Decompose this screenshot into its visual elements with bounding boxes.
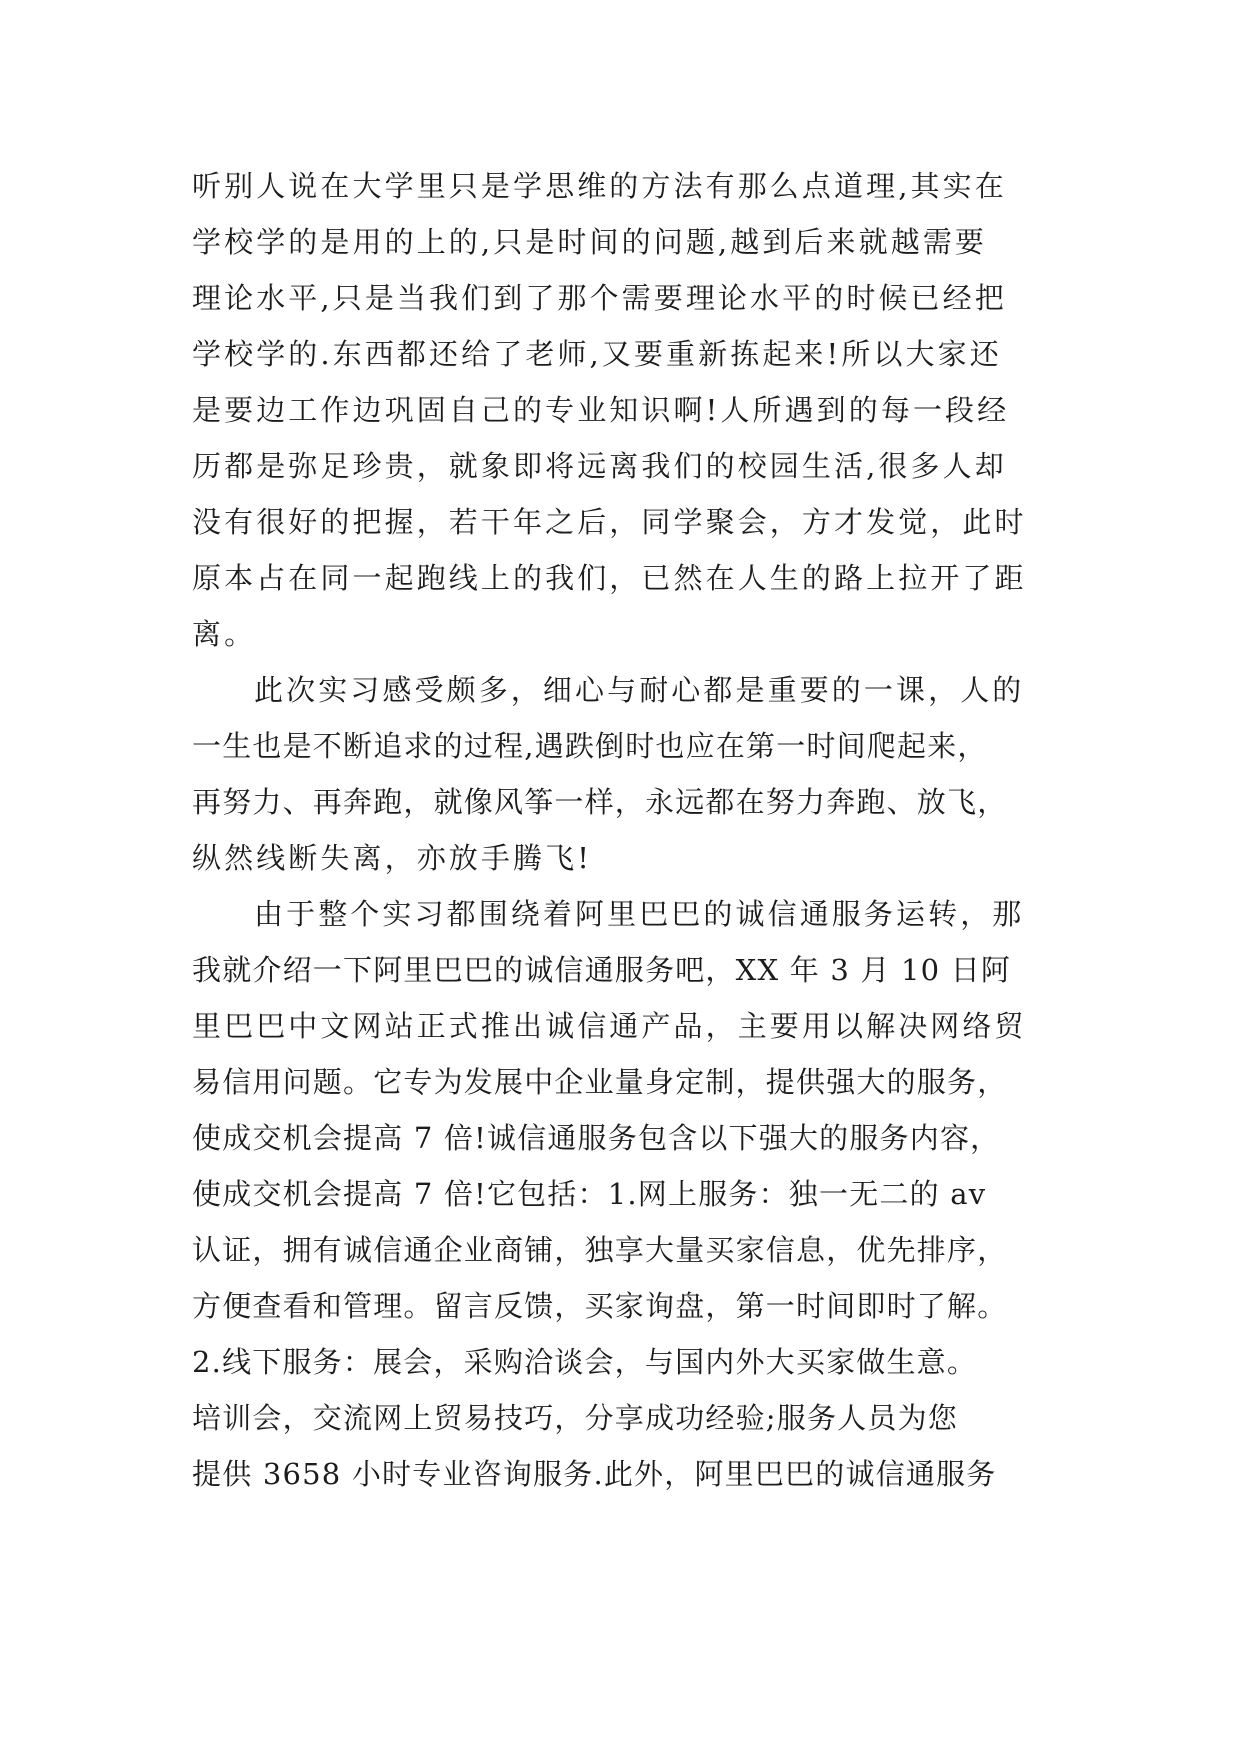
text-line: 学校学的.东西都还给了老师,又要重新拣起来!所以大家还	[192, 337, 1002, 371]
text-line: 没有很好的把握，若干年之后，同学聚会，方才发觉，此时	[192, 505, 1027, 539]
text-line: 理论水平,只是当我们到了那个需要理论水平的时候已经把	[192, 281, 1007, 315]
text-line: 我就介绍一下阿里巴巴的诚信通服务吧，XX 年 3 月 10 日阿	[192, 953, 1012, 987]
paragraph-first-line: 由于整个实习都围绕着阿里巴巴的诚信通服务运转，那	[254, 897, 1025, 931]
text-line: 是要边工作边巩固自己的专业知识啊!人所遇到的每一段经	[192, 393, 1010, 427]
text-line: 再努力、再奔跑，就像风筝一样，永远都在努力奔跑、放飞，	[192, 785, 1008, 819]
document-body	[192, 158, 1072, 1502]
text-line: 历都是弥足珍贵，就象即将远离我们的校园生活,很多人却	[192, 449, 1007, 483]
text-line: 学校学的是用的上的,只是时间的问题,越到后来就越需要	[192, 225, 988, 259]
text-line: 里巴巴中文网站正式推出诚信通产品，主要用以解决网络贸	[192, 1009, 1027, 1043]
paragraph-first-line: 此次实习感受颇多，细心与耐心都是重要的一课，人的	[254, 673, 1025, 707]
text-line: 听别人说在大学里只是学思维的方法有那么点道理,其实在	[192, 169, 1007, 203]
text-line: 2.线下服务：展会，采购洽谈会，与国内外大买家做生意。	[192, 1345, 978, 1379]
text-line: 提供 3658 小时专业咨询服务.此外，阿里巴巴的诚信通服务	[192, 1457, 997, 1491]
text-line: 方便查看和管理。留言反馈，买家询盘，第一时间即时了解。	[192, 1289, 1008, 1323]
text-line: 易信用问题。它专为发展中企业量身定制，提供强大的服务，	[192, 1065, 1008, 1099]
text-line: 培训会，交流网上贸易技巧，分享成功经验;服务人员为您	[192, 1401, 958, 1435]
text-line: 认证，拥有诚信通企业商铺，独享大量买家信息，优先排序，	[192, 1233, 1008, 1267]
text-line: 原本占在同一起跑线上的我们，已然在人生的路上拉开了距	[192, 561, 1027, 595]
text-line: 离。	[192, 617, 257, 651]
text-line: 纵然线断失离，亦放手腾飞!	[192, 841, 592, 875]
text-line: 一生也是不断追求的过程,遇跌倒时也应在第一时间爬起来，	[192, 729, 988, 763]
text-line: 使成交机会提高 7 倍!诚信通服务包含以下强大的服务内容，	[192, 1121, 1001, 1155]
text-line: 使成交机会提高 7 倍!它包括：1.网上服务：独一无二的 av	[192, 1177, 987, 1211]
